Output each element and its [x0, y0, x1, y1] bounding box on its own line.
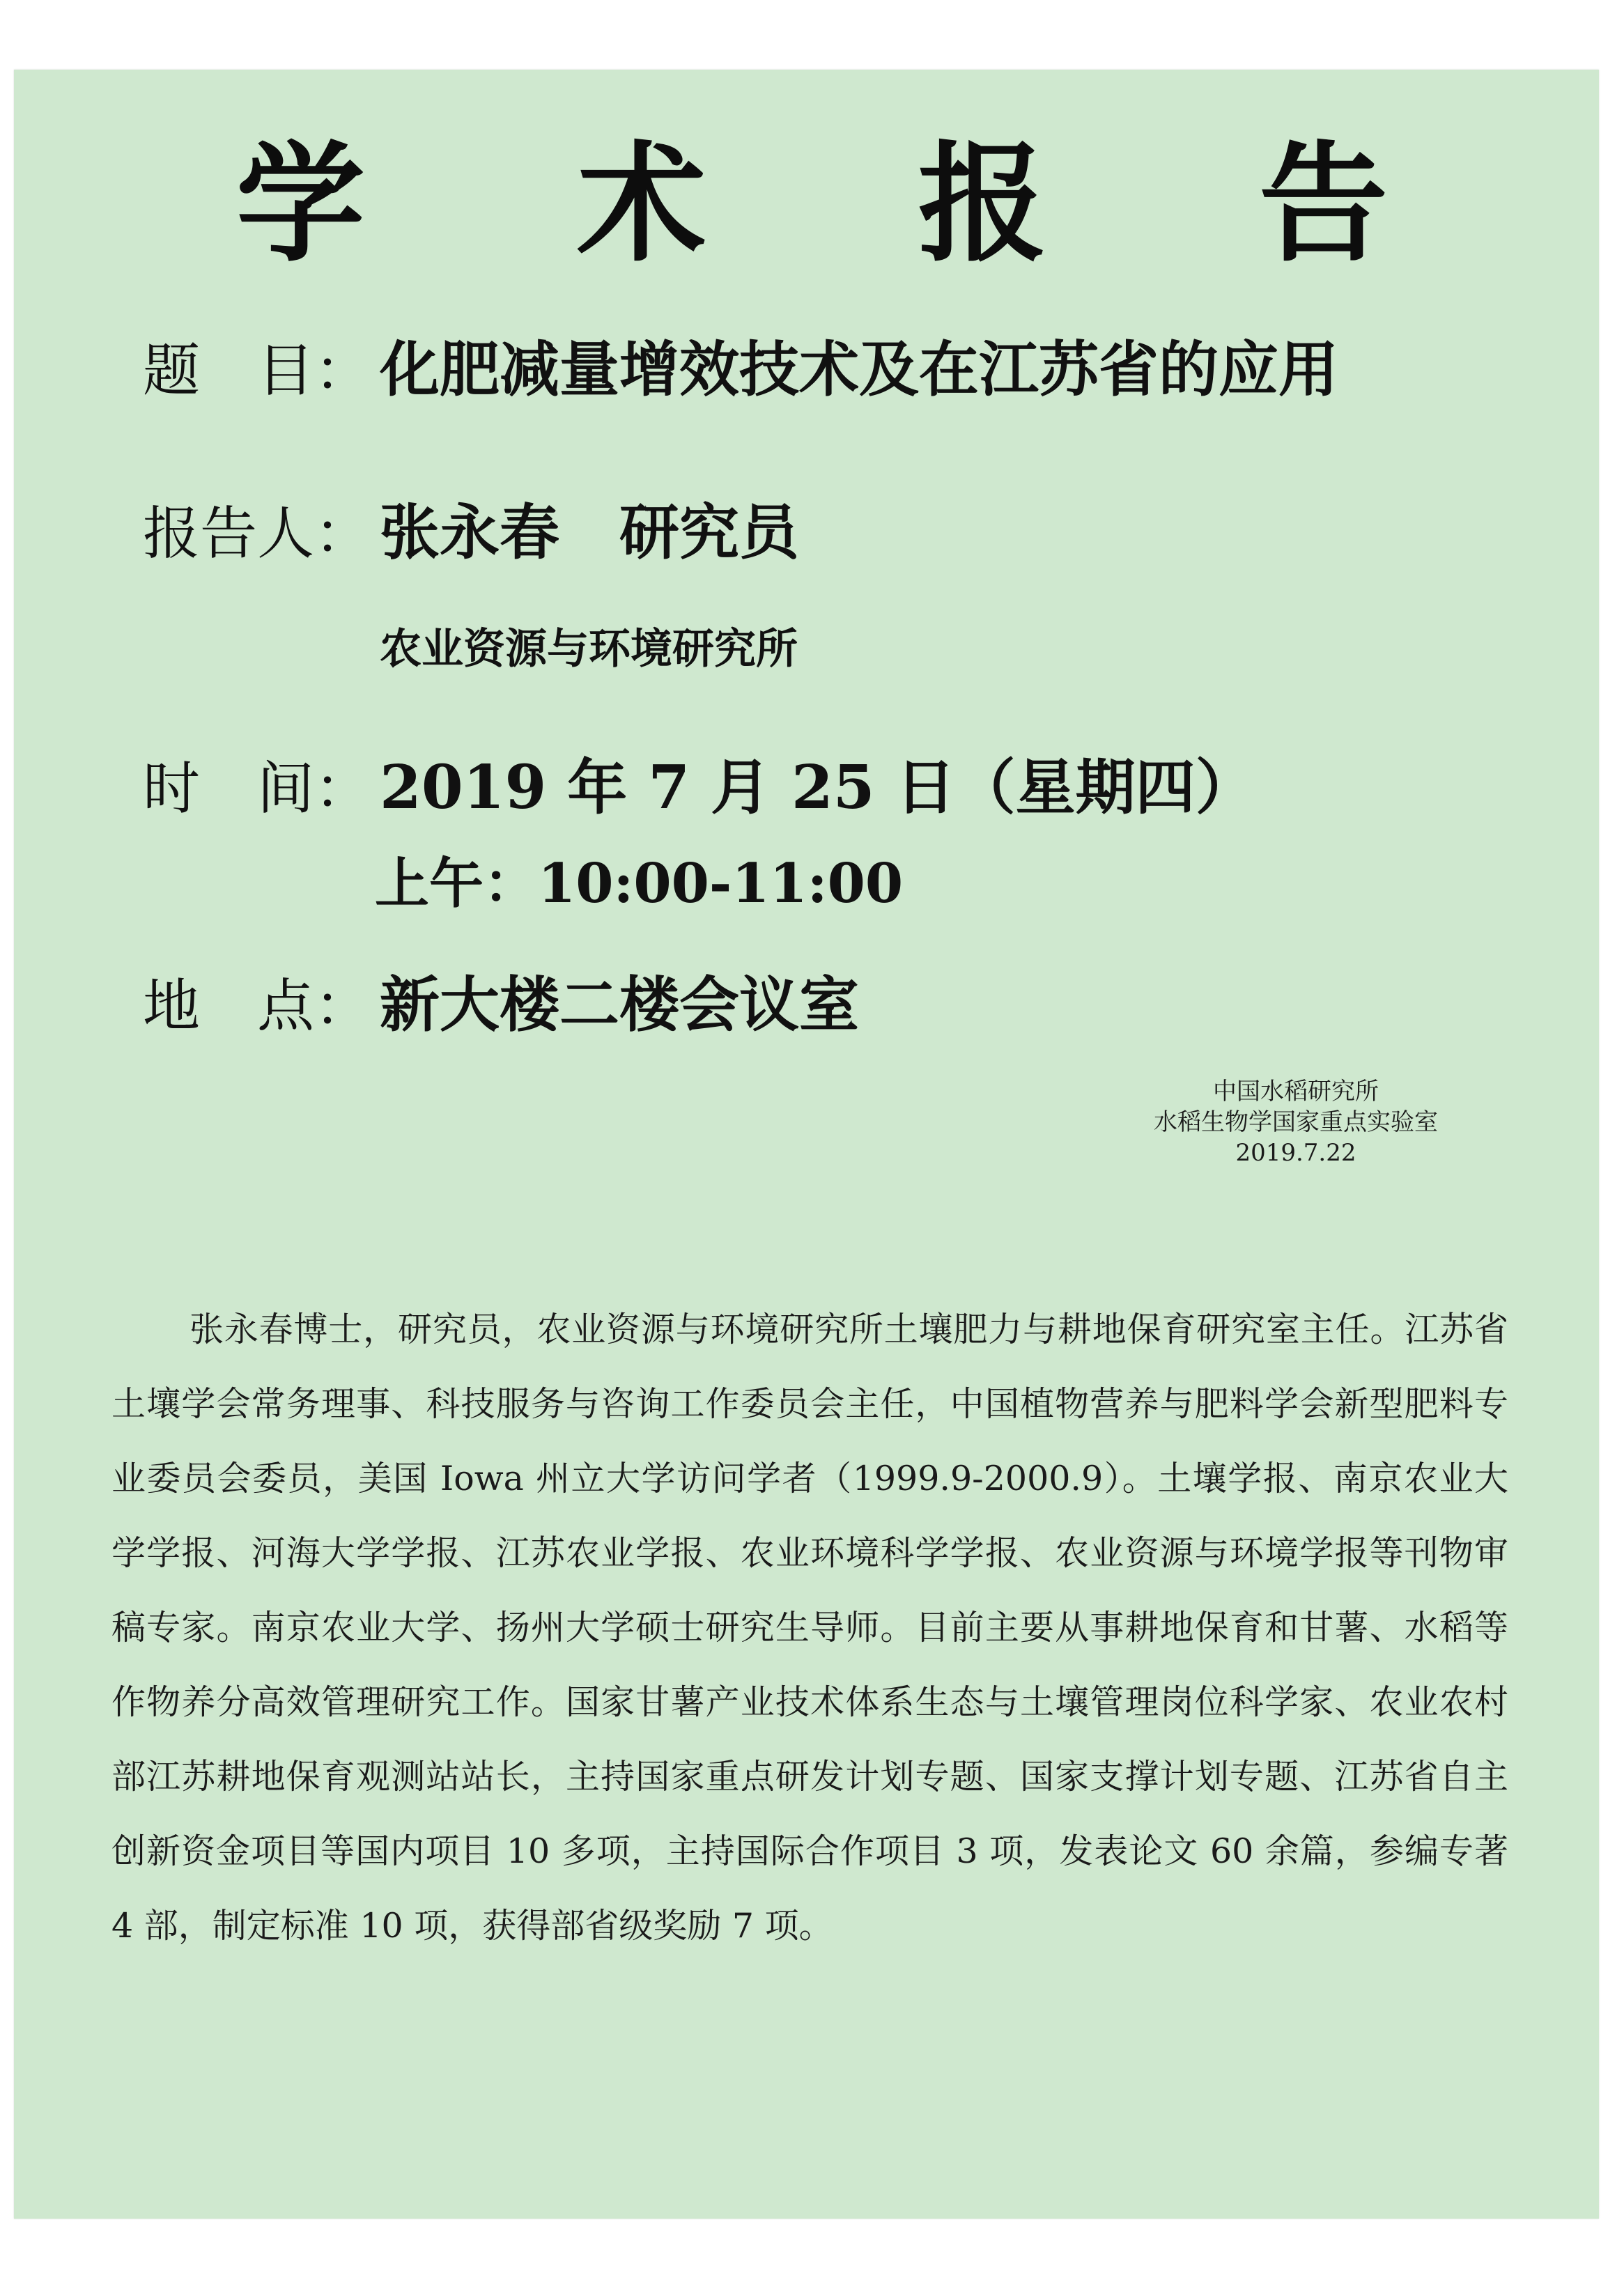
location-value: 新大楼二楼会议室 — [380, 970, 859, 1040]
location-row — [143, 970, 859, 1040]
time-date: 2019 年 7 月 25 日（星期四） — [380, 752, 1255, 823]
topic-row — [143, 335, 1338, 405]
speaker-bio: 张永春博士，研究员，农业资源与环境研究所土壤肥力与耕地保育研究室主任。江苏省土壤学会常务理事、科技服务与咨询工作委员会主任，中国植物营养与肥料学会新型肥料专业委员会委员，美国 Iowa 州立大学访问学者（1999.9-2000.9）。土壤学报、南京农业大学学报、河海大学学报、江苏农业学报、农业环境科学学报、农业资源与环境学报等刊物审稿专家。南京农业大学、扬州大学硕士研究生导师。目前主要从事耕地保育和甘薯、水稻等作物养分高效管理研究工作。国家甘薯产业技术体系生态与土壤管理岗位科学家、农业农村部江苏耕地保育观测站站长，主持国家重点研发计划专题、国家支撑计划专题、江苏省自主创新资金项目等国内项目 10 多项，主持国际合作项目 3 项，发表论文 60 余篇，参编专著 4 部，制定标准 10 项，获得部省级奖励 7 项。 — [111, 1310, 1508, 1946]
topic-label: 题 目： — [143, 338, 372, 404]
issuer-block — [1087, 1076, 1505, 1168]
speaker-row — [143, 498, 799, 568]
issuer-org1: 中国水稻研究所 — [1213, 1078, 1379, 1106]
time-row — [143, 752, 1255, 823]
speaker-label: 报告人： — [143, 501, 372, 567]
time-period: 上午：10:00-11:00 — [375, 852, 904, 915]
issuer-date: 2019.7.22 — [1235, 1139, 1356, 1167]
issuer-org2: 水稻生物学国家重点实验室 — [1154, 1108, 1438, 1136]
notice-title: 学 术 报 告 — [235, 127, 1472, 279]
speaker-affiliation: 农业资源与环境研究所 — [380, 625, 798, 674]
location-label: 地 点： — [143, 973, 372, 1039]
speaker-value: 张永春 研究员 — [380, 498, 799, 568]
time-label: 时 间： — [143, 756, 372, 822]
topic-value: 化肥减量增效技术及在江苏省的应用 — [380, 335, 1338, 405]
